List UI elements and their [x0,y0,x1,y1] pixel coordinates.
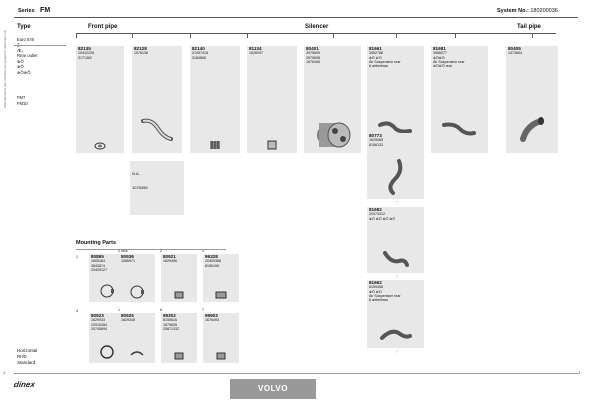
part-number: 81134 [249,46,262,51]
part-card[interactable] [506,46,558,153]
part-ref: 3843674 [91,263,105,268]
part-card[interactable] [367,280,424,348]
part-ref: 8156133 [369,142,383,147]
mounting-title: Mounting Parts [76,240,117,246]
part-number: 80405 [508,46,521,51]
part-number: 81661 [369,46,382,51]
part-number: 81681 [433,46,446,51]
mounting-card[interactable] [118,249,155,302]
sleeve-icon [173,290,185,300]
col-front-pipe: Front pipe [88,24,118,30]
part-number: 99328 [205,254,218,259]
part-number: 82140 [192,46,205,51]
part-card[interactable] [367,133,424,199]
mounting-card[interactable] [160,308,197,363]
system-label: System No.: [497,8,529,14]
clamp-ring-icon [128,284,146,300]
part-ref: 20910284 [91,322,107,327]
part-ref: 1629933 [91,318,105,323]
part-ref: 20409127 [91,267,107,272]
part-ref: 21457418 [192,51,208,56]
header-rule [14,17,578,18]
bent-pipe-icon [440,117,480,141]
part-number: 80401 [306,46,319,51]
side-note: Manufacturer's part numbers are quoted for reference only [3,30,7,108]
na-card[interactable] [130,161,184,215]
mounting-qty: 1 [76,255,78,259]
part-number: 99903 [205,313,218,318]
part-ref: 1629345 [121,318,135,323]
type-rear-outlet: Rear outlet [17,53,38,58]
bent-pipe-icon [381,247,411,271]
part-number: 81682 [369,207,382,212]
part-number: 80895 [91,254,104,259]
type-foot2: RHD [17,354,27,359]
clamp-ring-icon [98,282,116,300]
part-ref: 1673664 [508,51,522,56]
type-foot3: Standard [17,360,36,365]
part-note: ⊗Ö ⊗Ö Air Suspension rear 6 airbellows [369,289,401,303]
front-pipe-icon [137,115,177,145]
part-ref: 1676493 [205,318,219,323]
part-number: 81662 [369,280,382,285]
part-number: 80921 [163,254,176,259]
part-card[interactable] [76,46,124,153]
silencer-icon [311,113,355,151]
part-number: 80923 [91,313,104,318]
part-card[interactable] [304,46,361,153]
dinex-logo: dinex [13,380,36,389]
part-note: ⊗Ö ⊗Ö ⊗Ö ⊗Ö [369,216,396,221]
part-ref: 20442226 [78,51,94,56]
part-number: 99302 [163,313,176,318]
part-card[interactable] [190,46,240,153]
part-number: 80925 [121,313,134,318]
part-ref: 1676406 [306,59,320,64]
type-code3: ⊗Ö⊗Ö [17,69,31,75]
na-title: N.A. [132,171,140,176]
part-card[interactable] [132,46,182,153]
sleeve-icon [214,290,228,300]
pipe-clamp-icon [93,141,107,151]
sleeve-icon [173,351,185,361]
part-ref: 1629496 [163,259,177,264]
v-clamp-icon [128,347,146,361]
part-ref: 3975609 [306,51,320,56]
part-ref: 1586971 [121,259,135,264]
part-ref: 20871332 [163,326,179,331]
mounting-card[interactable] [202,249,239,302]
system-value: 180200036 [530,8,558,14]
mounting-qty: 4 [76,309,78,313]
part-number: 80773 [369,133,382,138]
column-rule [76,33,556,34]
mounting-card[interactable] [118,308,155,363]
type-title: Type [17,24,31,30]
part-ref: 1605164 [91,259,105,264]
col-silencer: Silencer [305,24,329,30]
part-note: ⊗Ö⊗Ö Air Suspension rear ⊗Ö⊗Ö rear [433,55,465,69]
part-card[interactable] [367,207,424,273]
part-ref: 8159458 [369,285,383,290]
type-foot1: Horizontal [17,348,38,353]
series-block [18,7,50,14]
mounting-card[interactable] [160,249,197,302]
flex-hose-icon [208,139,222,151]
system-block [497,8,558,14]
part-number: 80936 [121,254,134,259]
type-model2: FM10 [17,100,28,106]
na-ref: 1078456 [132,185,148,191]
part-ref: 20374312 [369,212,385,217]
part-number: 82128 [134,46,147,51]
mounting-qty: 2 [160,249,162,253]
bent-pipe-icon [378,324,414,346]
page-number-left: 1 [3,370,6,375]
tail-pipe-icon [517,115,547,143]
type-euro: Euro II/III [17,36,34,42]
type-panel [17,25,67,106]
part-ref: 3975698 [306,55,320,60]
part-ref: 1625065 [369,138,383,143]
part-ref: 3180865 [192,55,206,60]
mounting-qty: 1 [202,249,204,253]
part-ref: 8155616 [163,318,177,323]
part-number: 82135 [78,46,91,51]
part-ref: 1076136 [134,51,148,56]
part-card[interactable] [247,46,297,153]
footer-rule [14,373,578,374]
mounting-qty: 6 [160,308,162,312]
gasket-ring-icon [98,343,116,361]
type-footer [17,348,37,366]
mounting-qty: 1 Incs [118,249,128,253]
part-ref: 3986077 [433,51,447,56]
page-number-right: 1 [578,370,581,375]
mounting-card[interactable] [202,308,239,363]
part-ref: 3171362 [78,55,92,60]
sleeve-icon [215,351,227,361]
part-card[interactable] [431,46,488,153]
mounting-qty: 7 [202,308,204,312]
part-ref: 1626097 [249,51,263,56]
series-value: FM [40,7,51,14]
type-icon-row2: Æₙ [17,47,23,53]
type-code1: ⊗Ö [17,58,24,64]
bent-pipe-icon [381,157,411,197]
part-ref: 20745694 [91,326,107,331]
part-ref: 1679626 [163,322,177,327]
part-ref: 3962788 [369,51,383,56]
part-ref: 8156106 [205,263,219,268]
col-tail-pipe: Tail pipe [517,24,541,30]
mounting-qty: 1 [118,308,120,312]
type-model1: FM7 [17,95,26,100]
part-note: ⊗Ö ⊗Ö Air Suspension rear 6 airbellows [369,55,401,69]
type-code2: ⊗Ö [17,64,24,69]
brand-badge: VOLVO [230,379,316,399]
part-ref: 20409368 [205,259,221,264]
pipe-sleeve-icon [266,139,278,151]
series-label: Series [18,8,35,14]
